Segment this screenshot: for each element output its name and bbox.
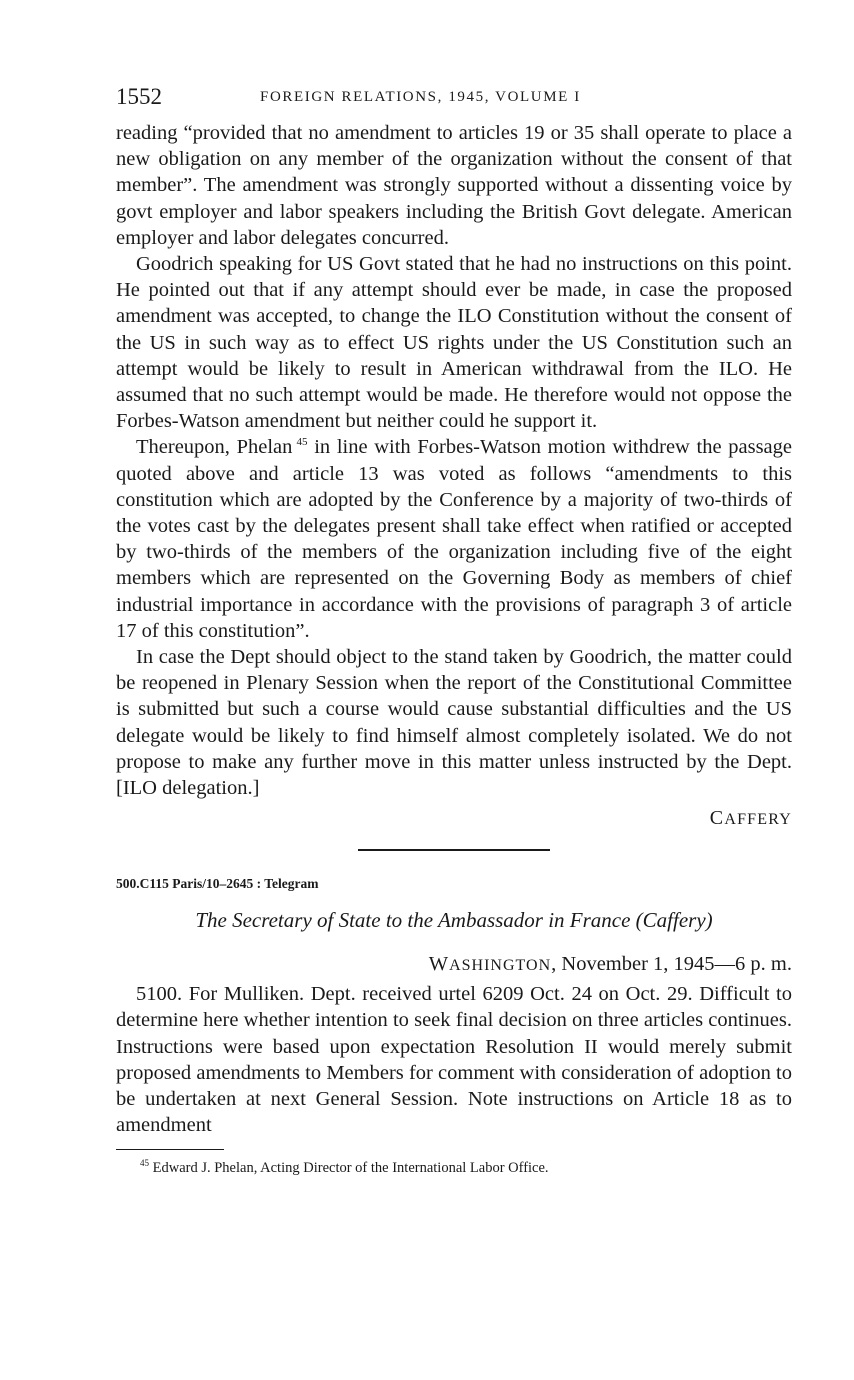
place-initial: W: [428, 953, 450, 976]
paragraph: Goodrich speaking for US Govt stated that he had no instructions on this point. He pointed out that if any attempt should ever be made, in case the proposed amendment was accepted, to change the ILO Constitution without the consent of the US in such way as to effect US rights under the US Constitution such an attempt would be likely to result in American withdrawal from the ILO. He assumed that no such attempt would be made. He therefore would not oppose the Forbes-Watson amendment but neither could he support it.: [116, 253, 792, 433]
paragraph: [116, 434, 792, 644]
document-title: The Secretary of State to the Ambassador in France (Caffery): [195, 908, 713, 933]
continuation-text: [116, 120, 792, 801]
page-header: [116, 80, 792, 120]
footnote-rule: [116, 1149, 224, 1150]
telegram-body: [116, 981, 792, 1138]
section-divider: [358, 849, 550, 851]
dateline-place: [428, 953, 552, 976]
footnote-text: Edward J. Phelan, Acting Director of the International Labor Office.: [149, 1159, 549, 1176]
paragraph: reading “provided that no amendment to articles 19 or 35 shall operate to place a new obligation on any member of the organization without the consent of that member”. The amendment was strongly supported without a dissenting voice by govt employer and labor speakers including the British Govt delegate. American employer and labor delegates concurred.: [116, 122, 792, 249]
dateline: [116, 949, 792, 979]
paragraph: 5100. For Mulliken. Dept. received urtel 6209 Oct. 24 on Oct. 29. Difficult to determine here whether intention to seek final decision on three articles continues. Instructions were based upon expectation Resolution II would merely submit proposed amendments to Members for comment with consideration of adoption to be undertaken at next General Session. Note instructions on Article 18 as to amendment: [116, 983, 792, 1137]
footnote: [116, 1158, 792, 1178]
place-rest: ASHINGTON: [449, 957, 552, 975]
signature-rest: AFFERY: [724, 811, 792, 829]
paragraph-text: Thereupon, Phelan: [136, 436, 293, 459]
paragraph-text: in line with Forbes-Watson motion withdrew the passage quoted above and article 13 was voted as follows “amendments to this constitution which are adopted by the Conference by a majority of two-thirds of the votes cast by the delegates present shall take effect when ratified or accepted by two-thirds of the members of the organization including five of the eight members which are represented on the Governing Body as members of chief industrial importance in accordance with the provisions of paragraph 3 of article 17 of this constitution”.: [116, 436, 792, 642]
running-head: FOREIGN RELATIONS, 1945, VOLUME I: [260, 89, 581, 105]
footnote-ref: 45: [296, 436, 308, 449]
file-reference: 500.C115 Paris/10–2645 : Telegram: [116, 876, 319, 892]
dateline-date: , November 1, 1945—6 p. m.: [551, 953, 792, 976]
paragraph: In case the Dept should object to the stand taken by Goodrich, the matter could be reopened in Plenary Session when the report of the Constitutional Committee is submitted but such a course would cause substantial difficulties and the US delegate would be likely to find himself almost completely isolated. We do not propose to make any further move in this matter unless instructed by the Dept. [ILO delegation.]: [116, 646, 792, 800]
page-number: 1552: [116, 84, 162, 109]
document-page: [116, 80, 792, 1178]
footnote-number: 45: [140, 1157, 149, 1168]
signature: [116, 805, 792, 831]
signature-initial: C: [709, 807, 725, 830]
